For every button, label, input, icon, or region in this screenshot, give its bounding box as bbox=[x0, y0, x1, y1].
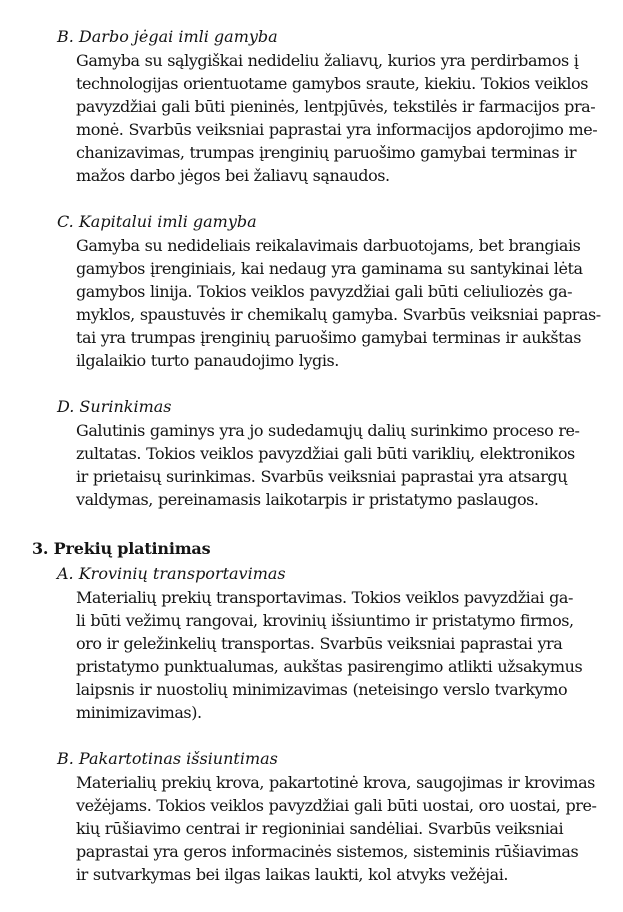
paragraph-line: tai yra trumpas įrenginių paruošimo gamybai terminas ir aukštas bbox=[76, 328, 581, 347]
paragraph-line: vežėjams. Tokios veiklos pavyzdžiai gali būti uostai, oro uostai, pre- bbox=[76, 796, 597, 815]
subsection-title-b: B. Darbo jėgai imli gamyba bbox=[57, 27, 278, 46]
subsection-title-b2: B. Pakartotinas išsiuntimas bbox=[57, 749, 278, 768]
paragraph-line: paprastai yra geros informacinės sistemos, sisteminis rūšiavimas bbox=[76, 842, 579, 861]
paragraph-line: pavyzdžiai gali būti pieninės, lentpjūvės, tekstilės ir farmacijos pra- bbox=[76, 97, 596, 116]
paragraph-line: myklos, spaustuvės ir chemikalų gamyba. Svarbūs veiksniai papras- bbox=[76, 305, 601, 324]
paragraph-line: ilgalaikio turto panaudojimo lygis. bbox=[76, 351, 339, 370]
subsection-title-a: A. Krovinių transportavimas bbox=[57, 564, 286, 583]
paragraph-line: monė. Svarbūs veiksniai paprastai yra informacijos apdorojimo me- bbox=[76, 120, 598, 139]
subsection-title-d: D. Surinkimas bbox=[57, 397, 172, 416]
paragraph-line: Materialių prekių transportavimas. Tokios veiklos pavyzdžiai ga- bbox=[76, 588, 573, 607]
paragraph-line: technologijas orientuotame gamybos sraute, kiekiu. Tokios veiklos bbox=[76, 74, 588, 93]
paragraph-line: Gamyba su sąlygiškai nedideliu žaliavų, kurios yra perdirbamos į bbox=[76, 51, 579, 70]
paragraph-line: kių rūšiavimo centrai ir regioniniai sandėliai. Svarbūs veiksniai bbox=[76, 819, 564, 838]
paragraph-line: laipsnis ir nuostolių minimizavimas (neteisingo verslo tvarkymo bbox=[76, 680, 568, 699]
paragraph-line: minimizavimas). bbox=[76, 703, 202, 722]
paragraph-line: valdymas, pereinamasis laikotarpis ir pristatymo paslaugos. bbox=[76, 490, 539, 509]
paragraph-line: ir sutvarkymas bei ilgas laikas laukti, kol atvyks vežėjai. bbox=[76, 865, 509, 884]
section-title: 3. Prekių platinimas bbox=[32, 539, 211, 558]
paragraph-line: zultatas. Tokios veiklos pavyzdžiai gali būti variklių, elektronikos bbox=[76, 444, 575, 463]
paragraph-line: Galutinis gaminys yra jo sudedamųjų dalių surinkimo proceso re- bbox=[76, 421, 580, 440]
paragraph-line: li būti vežimų rangovai, krovinių išsiuntimo ir pristatymo firmos, bbox=[76, 611, 574, 630]
paragraph-line: chanizavimas, trumpas įrenginių paruošimo gamybai terminas ir bbox=[76, 143, 577, 162]
subsection-title-c: C. Kapitalui imli gamyba bbox=[57, 212, 257, 231]
paragraph-line: Materialių prekių krova, pakartotinė krova, saugojimas ir krovimas bbox=[76, 773, 595, 792]
paragraph-line: Gamyba su nedideliais reikalavimais darbuotojams, bet brangiais bbox=[76, 236, 581, 255]
paragraph-line: pristatymo punktualumas, aukštas pasirengimo atlikti užsakymus bbox=[76, 657, 583, 676]
paragraph-line: gamybos įrenginiais, kai nedaug yra gaminama su santykinai lėta bbox=[76, 259, 583, 278]
paragraph-line: ir prietaisų surinkimas. Svarbūs veiksniai paprastai yra atsargų bbox=[76, 467, 568, 486]
paragraph-line: mažos darbo jėgos bei žaliavų sąnaudos. bbox=[76, 166, 390, 185]
paragraph-line: oro ir geležinkelių transportas. Svarbūs veiksniai paprastai yra bbox=[76, 634, 563, 653]
paragraph-line: gamybos linija. Tokios veiklos pavyzdžiai gali būti celiuliozės ga- bbox=[76, 282, 573, 301]
